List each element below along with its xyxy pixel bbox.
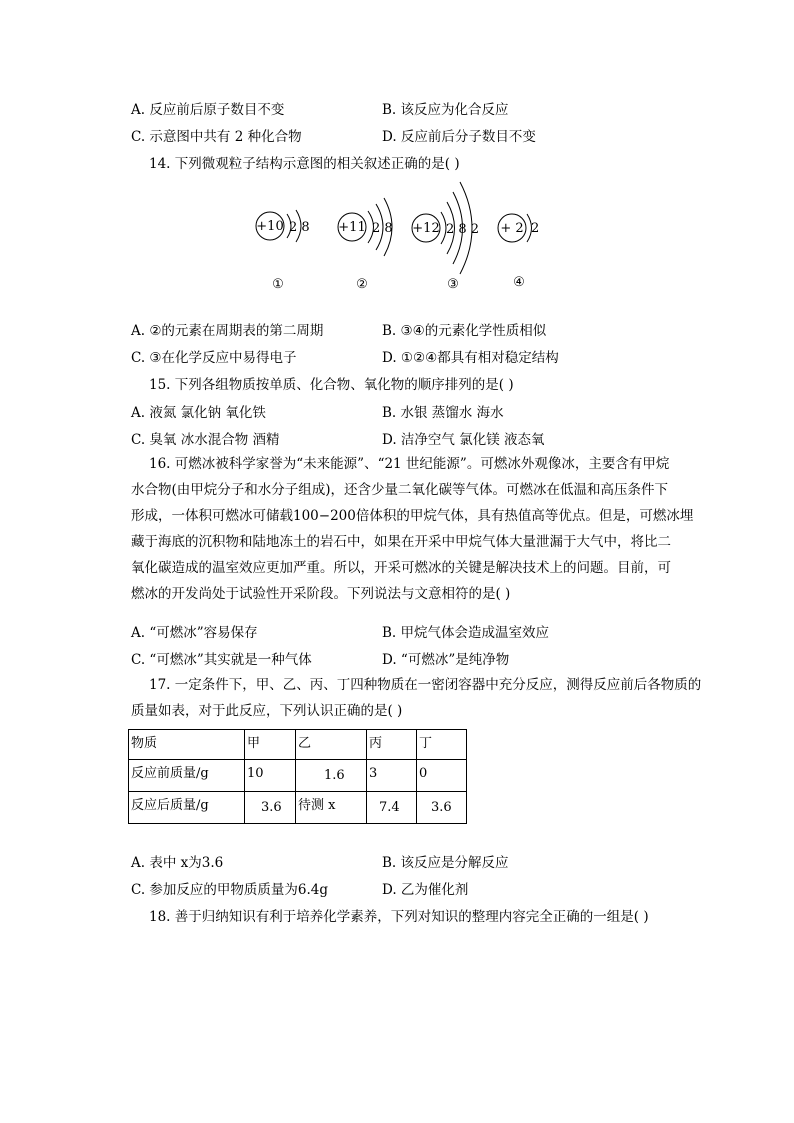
table-cell: 3.6: [245, 792, 296, 824]
q16-line-4: 藏于海底的沉积物和陆地冻土的岩石中，如果在开采中甲烷气体大量泄漏于大气中，将比二: [131, 534, 671, 550]
q17-line-2: 质量如表，对于此反应，下列认识正确的是( ): [131, 703, 403, 719]
atom-2-label: ②: [356, 277, 368, 292]
atom-1-electrons: 2 8: [289, 220, 310, 235]
table-cell: 3: [367, 760, 417, 792]
atom-3-electrons: 2 8 2: [446, 222, 480, 237]
q17-stem: [131, 672, 702, 724]
q17-option-a: A. 表中 x为3.6: [131, 855, 224, 871]
table-cell: 反应前质量/g: [129, 760, 245, 792]
q13-option-d: D. 反应前后分子数目不变: [382, 129, 536, 145]
q16-line-3: 形成，一体积可燃冰可储载100−200倍体积的甲烷气体，具有热值高等优点。但是，可燃冰埋: [131, 508, 694, 524]
table-row: [129, 730, 467, 760]
atom-2-electrons: 2 8: [372, 221, 393, 236]
q13-option-b: B. 该反应为化合反应: [382, 102, 509, 118]
q16-option-d: D. “可燃冰”是纯净物: [382, 652, 510, 668]
table-cell: 7.4: [367, 792, 417, 824]
q14-option-d: D. ①②④都具有相对稳定结构: [382, 350, 559, 366]
q17-option-c: C. 参加反应的甲物质质量为6.4g: [131, 882, 329, 898]
atom-1-nucleus: +10: [256, 219, 284, 234]
q15-option-a: A. 液氮 氯化钠 氧化铁: [131, 405, 266, 421]
q15-option-c: C. 臭氧 冰水混合物 酒精: [131, 432, 280, 448]
q16-stem: [131, 451, 697, 607]
q16-line-5: 氧化碳造成的温室效应更加严重。所以，开采可燃冰的关键是解决技术上的问题。目前，可: [131, 560, 671, 576]
q16-option-c: C. “可燃冰”其实就是一种气体: [131, 652, 312, 668]
table-cell: 0: [417, 760, 467, 792]
atom-1-label: ①: [272, 277, 284, 292]
table-header-cell: 丁: [417, 730, 467, 760]
atom-3-label: ③: [447, 277, 459, 292]
table-header-cell: 丙: [367, 730, 417, 760]
q16-line-1: 16. 可燃冰被科学家誉为“未来能源”、“21 世纪能源”。可燃冰外观像冰，主要含有甲烷: [149, 456, 670, 472]
atom-4-label: ④: [513, 275, 525, 290]
q14-option-a: A. ②的元素在周期表的第二周期: [131, 323, 324, 339]
q13-option-a: A. 反应前后原子数目不变: [131, 102, 285, 118]
q16-line-6: 燃冰的开发尚处于试验性开采阶段。下列说法与文意相符的是( ): [131, 586, 511, 602]
atom-4-electrons: 2: [531, 221, 540, 236]
table-cell: 1.6: [296, 760, 367, 792]
atom-3-nucleus: +12: [412, 221, 440, 236]
q18-stem: 18. 善于归纳知识有利于培养化学素养，下列对知识的整理内容完全正确的一组是( ): [149, 909, 649, 925]
table-row: [129, 760, 467, 792]
q15-option-d: D. 洁净空气 氯化镁 液态氧: [382, 432, 545, 448]
q13-option-c: C. 示意图中共有 2 种化合物: [131, 129, 302, 145]
q16-line-2: 水合物(由甲烷分子和水分子组成)，还含少量二氧化碳等气体。可燃冰在低温和高压条件下: [131, 482, 669, 498]
table-header-cell: 乙: [296, 730, 367, 760]
table-header-cell: 甲: [245, 730, 296, 760]
q17-option-b: B. 该反应是分解反应: [382, 855, 509, 871]
q14-option-b: B. ③④的元素化学性质相似: [382, 323, 547, 339]
q14-stem: 14. 下列微观粒子结构示意图的相关叙述正确的是( ): [149, 156, 460, 172]
table-cell: 3.6: [417, 792, 467, 824]
table-header-cell: 物质: [129, 730, 245, 760]
q16-option-a: A. “可燃冰”容易保存: [131, 625, 258, 641]
mass-table: [128, 729, 467, 824]
atom-structure-diagrams: [0, 176, 794, 306]
q17-line-1: 17. 一定条件下，甲、乙、丙、丁四种物质在一密闭容器中充分反应，测得反应前后各物质的: [149, 677, 702, 693]
q15-stem: 15. 下列各组物质按单质、化合物、氧化物的顺序排列的是( ): [149, 377, 514, 393]
q17-option-d: D. 乙为催化剂: [382, 882, 469, 898]
q14-option-c: C. ③在化学反应中易得电子: [131, 350, 297, 366]
q15-option-b: B. 水银 蒸馏水 海水: [382, 405, 504, 421]
table-cell: 待测 x: [296, 792, 367, 824]
table-cell: 10: [245, 760, 296, 792]
table-row: [129, 792, 467, 824]
q16-option-b: B. 甲烷气体会造成温室效应: [382, 625, 550, 641]
atom-4-nucleus: + 2: [500, 221, 524, 236]
atom-2-nucleus: +11: [338, 220, 366, 235]
table-cell: 反应后质量/g: [129, 792, 245, 824]
